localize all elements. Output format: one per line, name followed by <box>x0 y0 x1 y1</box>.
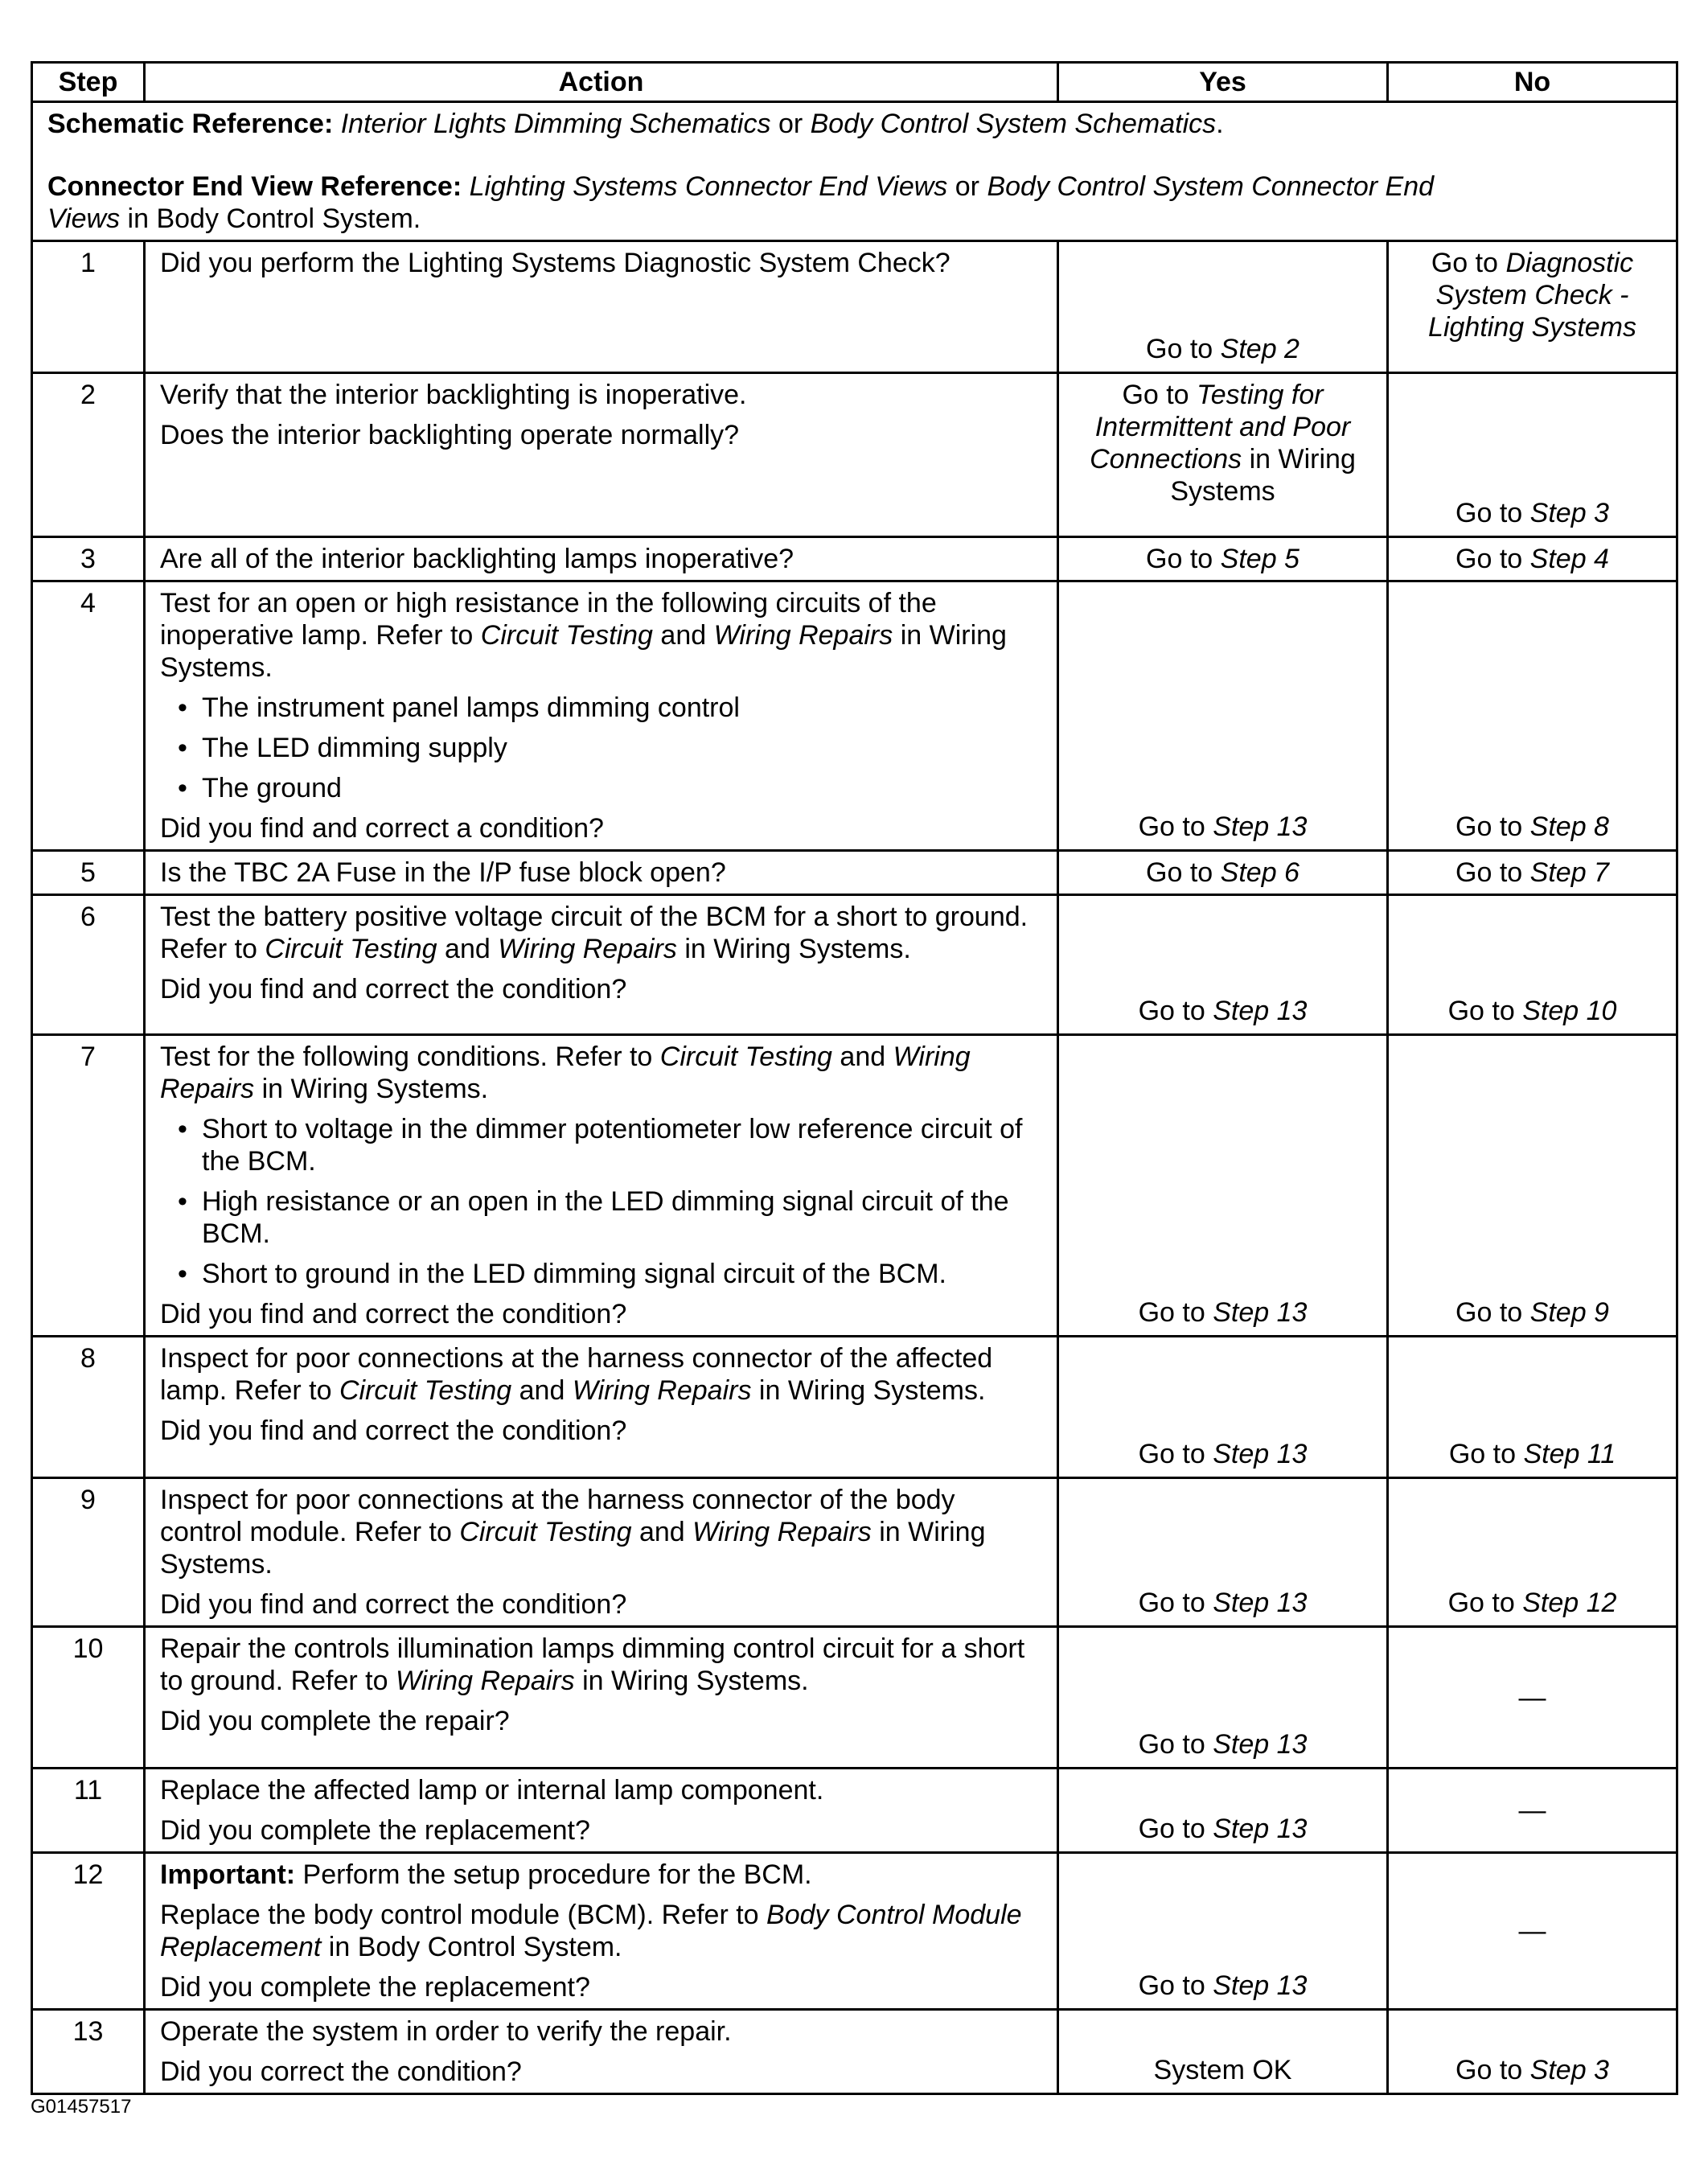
table-row <box>32 851 1677 895</box>
yes-cell: Go to Step 13 <box>1058 1853 1388 2010</box>
action-cell: Verify that the interior backlighting is inoperative. Does the interior backlighting operate normally? <box>145 373 1058 537</box>
action-cell: Important: Perform the setup procedure for the BCM. Replace the body control module (BCM). Refer to Body Control Module Replacement in Body Control System. Did you complete the replacement? <box>145 1853 1058 2010</box>
action-cell: Repair the controls illumination lamps dimming control circuit for a short to ground. Refer to Wiring Repairs in Wiring Systems. Did you complete the repair? <box>145 1627 1058 1769</box>
table-row <box>32 373 1677 537</box>
header-row <box>32 63 1677 102</box>
list-item: • High resistance or an open in the LED dimming signal circuit of the BCM. <box>202 1185 1042 1250</box>
list-item: • The LED dimming supply <box>202 732 1042 764</box>
schematic-reference: Schematic Reference: Interior Lights Dimming Schematics or Body Control System Schematics. <box>47 109 1224 139</box>
step-number: 1 <box>32 241 145 373</box>
table-row <box>32 581 1677 851</box>
table-row <box>32 1769 1677 1853</box>
yes-cell: Go to Step 13 <box>1058 1627 1388 1769</box>
yes-cell: Go to Step 13 <box>1058 895 1388 1035</box>
step-number: 10 <box>32 1627 145 1769</box>
connector-reference: Connector End View Reference: Lighting Systems Connector End Views or Body Control System Connector End Views in Body Control System. <box>47 171 1435 234</box>
figure-id: G01457517 <box>31 2096 132 2118</box>
no-cell: Go to Step 7 <box>1388 851 1677 895</box>
yes-cell: System OK <box>1058 2010 1388 2094</box>
action-cell: Operate the system in order to verify the repair. Did you correct the condition? <box>145 2010 1058 2094</box>
action-cell: Inspect for poor connections at the harness connector of the affected lamp. Refer to Circuit Testing and Wiring Repairs in Wiring Systems. Did you find and correct the condition? <box>145 1337 1058 1478</box>
yes-cell: Go to Step 2 <box>1058 241 1388 373</box>
yes-cell: Go to Step 6 <box>1058 851 1388 895</box>
action-cell: Inspect for poor connections at the harness connector of the body control module. Refer to Circuit Testing and Wiring Repairs in Wiring Systems. Did you find and correct the condition? <box>145 1478 1058 1627</box>
yes-cell: Go to Testing for Intermittent and Poor Connections in Wiring Systems <box>1058 373 1388 537</box>
table-row <box>32 895 1677 1035</box>
condition-list <box>160 692 1042 804</box>
no-cell: — <box>1388 1769 1677 1853</box>
no-cell: Go to Step 3 <box>1388 373 1677 537</box>
action-cell: Is the TBC 2A Fuse in the I/P fuse block open? <box>145 851 1058 895</box>
table-row <box>32 241 1677 373</box>
step-number: 6 <box>32 895 145 1035</box>
table-row <box>32 1853 1677 2010</box>
condition-list <box>160 1113 1042 1290</box>
action-cell: Test the battery positive voltage circuit of the BCM for a short to ground. Refer to Circuit Testing and Wiring Repairs in Wiring Systems. Did you find and correct the condition? <box>145 895 1058 1035</box>
yes-cell: Go to Step 13 <box>1058 1035 1388 1337</box>
no-cell: — <box>1388 1627 1677 1769</box>
yes-cell: Go to Step 13 <box>1058 1478 1388 1627</box>
table-row <box>32 1478 1677 1627</box>
yes-cell: Go to Step 13 <box>1058 1769 1388 1853</box>
step-number: 3 <box>32 537 145 581</box>
list-item: • The instrument panel lamps dimming control <box>202 692 1042 724</box>
no-cell: Go to Step 4 <box>1388 537 1677 581</box>
list-item: • Short to voltage in the dimmer potentiometer low reference circuit of the BCM. <box>202 1113 1042 1177</box>
list-item: • The ground <box>202 772 1042 804</box>
table-row <box>32 2010 1677 2094</box>
table-row <box>32 1337 1677 1478</box>
no-cell: Go to Step 10 <box>1388 895 1677 1035</box>
yes-cell: Go to Step 13 <box>1058 581 1388 851</box>
action-cell: Replace the affected lamp or internal lamp component. Did you complete the replacement? <box>145 1769 1058 1853</box>
no-cell: — <box>1388 1853 1677 2010</box>
step-number: 11 <box>32 1769 145 1853</box>
no-cell: Go to Step 8 <box>1388 581 1677 851</box>
step-number: 5 <box>32 851 145 895</box>
yes-cell: Go to Step 13 <box>1058 1337 1388 1478</box>
header-step: Step <box>32 63 145 102</box>
step-number: 13 <box>32 2010 145 2094</box>
reference-cell <box>32 102 1677 241</box>
diagnostic-table <box>31 61 1678 2095</box>
header-yes: Yes <box>1058 63 1388 102</box>
no-cell: Go to Step 11 <box>1388 1337 1677 1478</box>
no-cell: Go to Step 12 <box>1388 1478 1677 1627</box>
header-no: No <box>1388 63 1677 102</box>
action-cell: Did you perform the Lighting Systems Diagnostic System Check? <box>145 241 1058 373</box>
action-cell: Test for an open or high resistance in the following circuits of the inoperative lamp. Refer to Circuit Testing and Wiring Repairs in Wiring Systems. • The instrument panel lamps dimming control • The LED dimming supply • The ground Did you find and correct a condition? <box>145 581 1058 851</box>
step-number: 9 <box>32 1478 145 1627</box>
step-number: 4 <box>32 581 145 851</box>
step-number: 12 <box>32 1853 145 2010</box>
list-item: • Short to ground in the LED dimming signal circuit of the BCM. <box>202 1258 1042 1290</box>
no-cell: Go to Step 9 <box>1388 1035 1677 1337</box>
action-cell: Are all of the interior backlighting lamps inoperative? <box>145 537 1058 581</box>
step-number: 2 <box>32 373 145 537</box>
no-cell: Go to Step 3 <box>1388 2010 1677 2094</box>
step-number: 8 <box>32 1337 145 1478</box>
reference-row <box>32 102 1677 241</box>
step-number: 7 <box>32 1035 145 1337</box>
yes-cell: Go to Step 5 <box>1058 537 1388 581</box>
no-cell: Go to Diagnostic System Check - Lighting Systems <box>1388 241 1677 373</box>
action-cell: Test for the following conditions. Refer to Circuit Testing and Wiring Repairs in Wiring Systems. • Short to voltage in the dimmer potentiometer low reference circuit of the BCM. • High resistance or an open in the LED dimming signal circuit of the BCM. • Short to ground in the LED dimming signal circuit of the BCM. Did you find and correct the condition? <box>145 1035 1058 1337</box>
header-action: Action <box>145 63 1058 102</box>
table-row <box>32 1627 1677 1769</box>
table-row <box>32 1035 1677 1337</box>
table-row <box>32 537 1677 581</box>
